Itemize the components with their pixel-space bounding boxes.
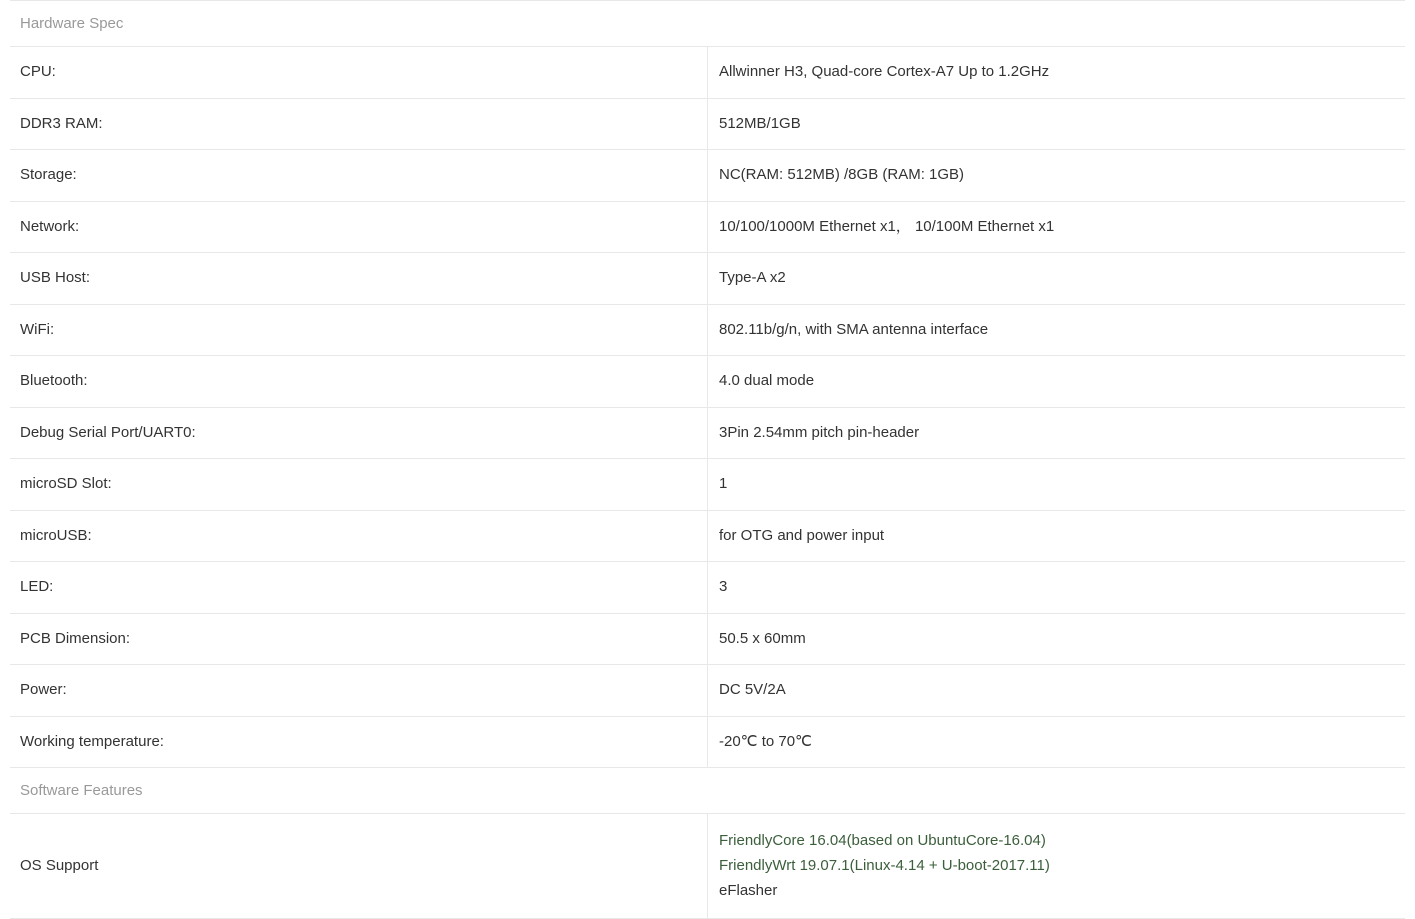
spec-label: Bluetooth: <box>10 356 708 408</box>
table-row <box>10 304 1405 356</box>
section-header-row <box>10 768 1405 814</box>
spec-label: Working temperature: <box>10 716 708 768</box>
table-row <box>10 356 1405 408</box>
spec-label: WiFi: <box>10 304 708 356</box>
os-support-value <box>708 814 1406 919</box>
table-row <box>10 98 1405 150</box>
spec-value: Allwinner H3, Quad-core Cortex-A7 Up to 1.2GHz <box>719 63 1050 80</box>
spec-value: for OTG and power input <box>719 526 885 544</box>
table-row <box>10 150 1405 202</box>
spec-label: PCB Dimension: <box>10 613 708 665</box>
spec-value: 10/100/1000M Ethernet x1， 10/100M Ethernet x1 <box>719 217 1055 235</box>
table-row <box>10 716 1405 768</box>
table-row <box>10 665 1405 717</box>
spec-value: -20℃ to 70℃ <box>719 732 812 750</box>
spec-label: Debug Serial Port/UART0: <box>10 407 708 459</box>
spec-label: DDR3 RAM: <box>10 98 708 150</box>
table-row <box>10 613 1405 665</box>
os-line: eFlasher <box>719 882 778 900</box>
spec-label: microUSB: <box>10 510 708 562</box>
hardware-spec-table <box>10 0 1405 919</box>
spec-value: 3Pin 2.54mm pitch pin-header <box>719 423 920 441</box>
spec-label: Power: <box>10 665 708 717</box>
os-line: FriendlyCore 16.04(based on UbuntuCore-16.04) <box>719 832 1046 849</box>
table-row <box>10 47 1405 99</box>
table-row <box>10 510 1405 562</box>
os-support-label: OS Support <box>10 814 708 919</box>
spec-value: 50.5 x 60mm <box>719 629 806 647</box>
section-header-row <box>10 1 1405 47</box>
spec-label: USB Host: <box>10 253 708 305</box>
spec-label: LED: <box>10 562 708 614</box>
spec-label: Storage: <box>10 150 708 202</box>
spec-value: 3 <box>719 578 728 595</box>
spec-value: NC(RAM: 512MB) /8GB (RAM: 1GB) <box>719 166 965 183</box>
table-row <box>10 459 1405 511</box>
spec-label: microSD Slot: <box>10 459 708 511</box>
spec-value: Type-A x2 <box>719 269 786 286</box>
spec-table-body <box>10 1 1405 919</box>
section-title: Hardware Spec <box>20 15 124 32</box>
spec-value: 1 <box>719 475 728 492</box>
spec-label: CPU: <box>10 47 708 99</box>
spec-label: Network: <box>10 201 708 253</box>
spec-value: 4.0 dual mode <box>719 372 815 389</box>
table-row <box>10 253 1405 305</box>
spec-value: DC 5V/2A <box>719 681 786 698</box>
table-row <box>10 562 1405 614</box>
section-title: Software Features <box>20 782 143 799</box>
spec-value: 512MB/1GB <box>719 114 801 132</box>
table-row <box>10 814 1405 919</box>
table-row <box>10 407 1405 459</box>
table-row <box>10 201 1405 253</box>
os-line: FriendlyWrt 19.07.1(Linux-4.14 + U-boot-2017.11) <box>719 857 1050 875</box>
spec-value: 802.11b/g/n, with SMA antenna interface <box>719 320 989 338</box>
